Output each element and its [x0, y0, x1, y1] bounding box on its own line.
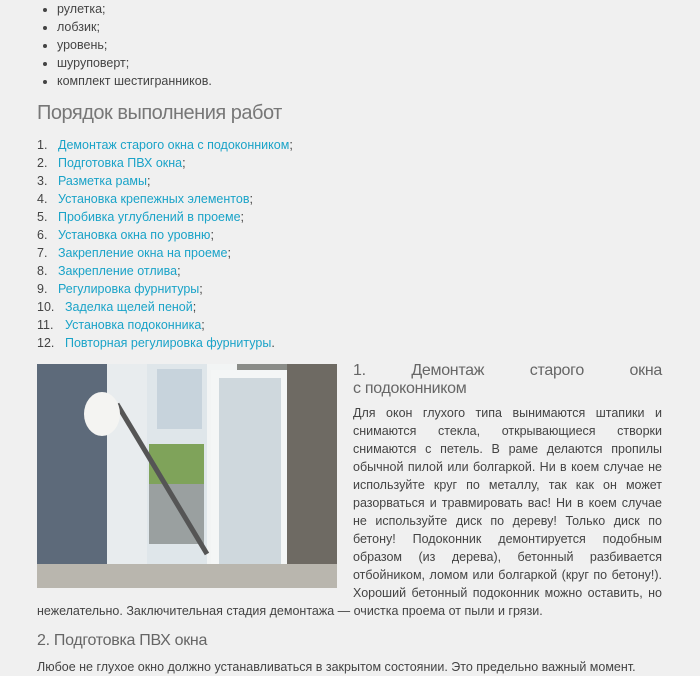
step-number: 11. — [37, 318, 54, 332]
step-end: ; — [146, 174, 151, 188]
step-number: 7. — [37, 246, 48, 260]
title-line2: с подоконником — [353, 380, 467, 397]
step-item — [37, 280, 662, 298]
step-end: ; — [192, 300, 197, 314]
step-number: 8. — [37, 264, 48, 278]
step-number: 9. — [37, 282, 48, 296]
step-item — [37, 190, 662, 208]
step-end: ; — [249, 192, 253, 206]
steps-list — [37, 136, 662, 352]
step-link[interactable]: Заделка щелей пеной — [65, 300, 193, 314]
step-number: 10. — [37, 300, 55, 314]
step-number: 12. — [37, 336, 55, 350]
step-end: ; — [182, 156, 186, 170]
step-end: ; — [240, 210, 245, 224]
step-end: ; — [289, 138, 293, 152]
step-link[interactable]: Подготовка ПВХ окна — [58, 156, 183, 170]
list-item: • шуруповерт; — [57, 54, 662, 72]
list-item: • рулетка; — [57, 0, 662, 18]
article — [37, 0, 662, 676]
step1-text: Для окон глухого типа вынимаются штапики и снимаются стекла, открывающиеся створки снимаются с петель. В раме делаются пропилы обычной пилой или болгаркой. Ни в коем случае не используйте круг по металлу, так как он может разорваться и травмировать вас! Ни в коем случае не используйте диск по дереву! Только диск по бетону! Подоконник демонтируется подобным образом (из дерева), бетонный разбивается отбойником, ломом или болгаркой (круг по бетону!). Хороший бетонный подоконник можно оставить, но нежелательно. Заключительная стадия демонтажа — очистка проема от пыли и грязи. — [37, 406, 662, 618]
step-end: ; — [201, 318, 205, 332]
title-word: окна — [629, 362, 662, 379]
step-link[interactable]: Установка подоконника — [65, 318, 202, 332]
step-item — [37, 334, 662, 352]
section-title: Порядок выполнения работ — [37, 102, 282, 124]
step-item — [37, 172, 662, 190]
step-item — [37, 316, 662, 334]
step-number: 6. — [37, 228, 48, 242]
step-item — [37, 244, 662, 262]
step-end: ; — [177, 264, 181, 278]
step-number: 1. — [37, 138, 48, 152]
step-link[interactable]: Разметка рамы — [58, 174, 147, 188]
step-number: 2. — [37, 156, 48, 170]
window-dismantling-photo — [37, 364, 337, 588]
title-word: Демонтаж — [411, 362, 485, 379]
step-number: 5. — [37, 210, 48, 224]
step-link[interactable]: Установка окна по уровню — [58, 228, 211, 242]
tools-list — [37, 0, 662, 90]
step-end: ; — [210, 228, 214, 242]
title-word: 1. — [353, 362, 366, 379]
step-link[interactable]: Повторная регулировка фурнитуры — [65, 336, 272, 350]
step-item — [37, 154, 662, 172]
step2-text: Любое не глухое окно должно устанавливаться в закрытом состоянии. Это предельно важный момент. — [37, 660, 636, 674]
list-item: • комплект шестигранников. — [57, 72, 662, 90]
title-word: старого — [529, 362, 584, 379]
step-item — [37, 298, 662, 316]
step-item — [37, 226, 662, 244]
step-item — [37, 136, 662, 154]
step-end: . — [271, 336, 275, 350]
step-end: ; — [227, 246, 231, 260]
step-link[interactable]: Регулировка фурнитуры — [58, 282, 200, 296]
list-item: • лобзик; — [57, 18, 662, 36]
step1-section — [37, 362, 662, 620]
step-number: 4. — [37, 192, 48, 206]
step-link[interactable]: Демонтаж старого окна с подоконником — [58, 138, 290, 152]
step-link[interactable]: Пробивка углублений в проеме — [58, 210, 241, 224]
step-link[interactable]: Закрепление окна на проеме — [58, 246, 228, 260]
step-number: 3. — [37, 174, 48, 188]
step-link[interactable]: Установка крепежных элементов — [58, 192, 250, 206]
step-item — [37, 262, 662, 280]
step-end: ; — [199, 282, 203, 296]
step2-title: 2. Подготовка ПВХ окна — [37, 632, 208, 649]
list-item: • уровень; — [57, 36, 662, 54]
step-item — [37, 208, 662, 226]
step-link[interactable]: Закрепление отлива — [58, 264, 178, 278]
